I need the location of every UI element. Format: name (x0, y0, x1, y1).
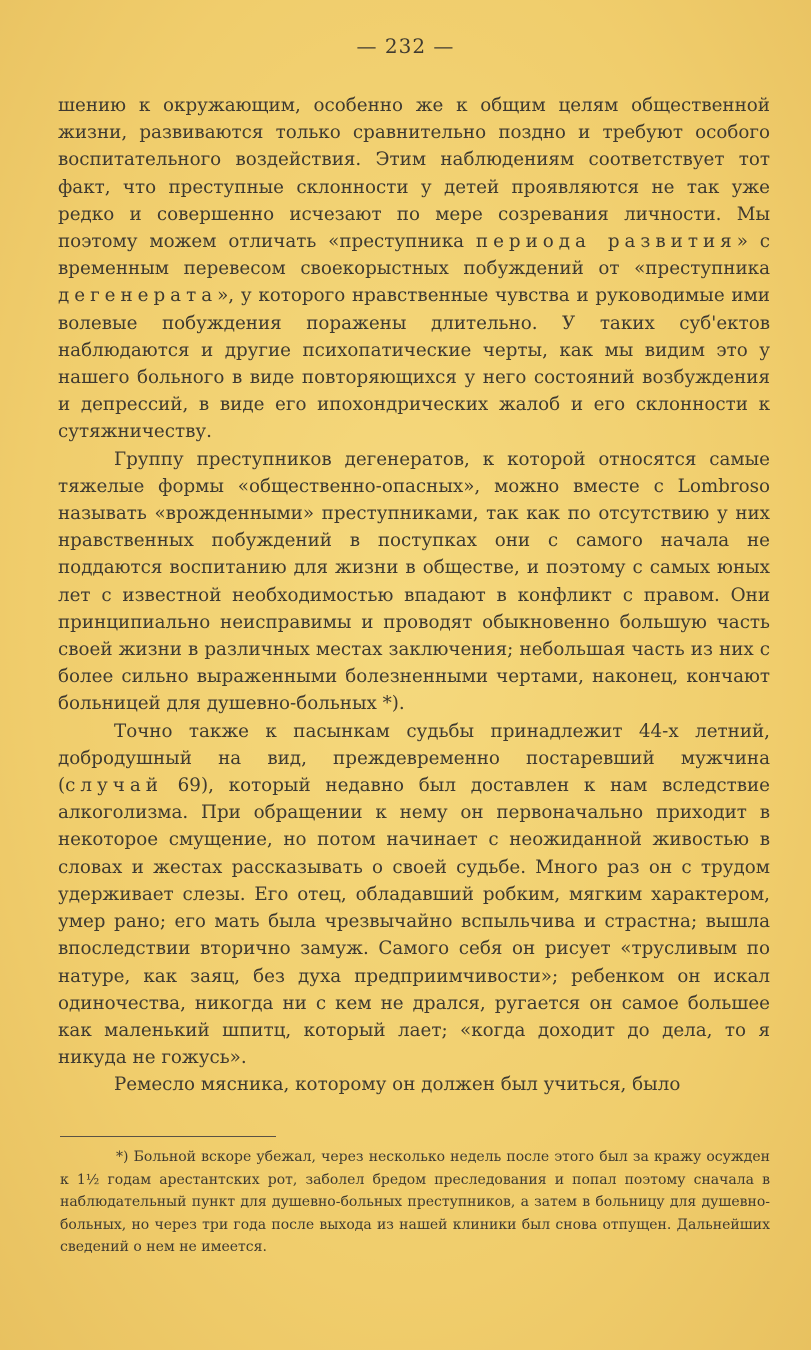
text-segment: Ремесло мясника, которому он должен был учиться, было (114, 1074, 681, 1096)
paragraph (58, 92, 770, 446)
footnote: *) Больной вскоре убежал, через несколько недель после этого был за кражу осужден к 1½ годам арестантских рот, заболел бредом преследования и попал поэтому сначала в наблюдательный пункт для душевно-больных преступников, а затем в больницу для душевно-больных, но через три года после выхода из нашей клиники был снова отпущен. Дальнейших сведений о нем не имеется. (60, 1149, 770, 1255)
text-segment: шению к окружающим, особенно же к общим целям общественной жизни, развиваются только сравнительно поздно и требуют особого воспитательного воздействия. Этим наблюдениям соответствует тот факт, что преступные склонности у детей проявляются не так уже редко и совершенно исчезают по мере созревания личности. Мы поэтому можем отличать «преступника (58, 95, 770, 253)
paragraph (58, 718, 770, 1072)
text-segment: 69), который недавно был доставлен к нам вследствие алкоголизма. При обращении к нему он первоначально приходит в некоторое смущение, но потом начинает с неожиданной живостью в словах и жестах рассказывать о своей судьбе. Много раз он с трудом удерживает слезы. Его отец, обладавший робким, мягким характером, умер рано; его мать была чрезвычайно вспыльчива и страстна; вышла впоследствии вторично замуж. Самого себя он рисует «трусливым по натуре, как заяц, без духа предприимчивости»; ребенком он искал одиночества, никогда ни с кем не дрался, ругается он самое большее как маленький шпитц, который лает; «когда доходит до дела, то я никуда не гожусь». (58, 775, 770, 1069)
spaced-text: периода развития (475, 231, 737, 253)
page-number: — 232 — (356, 34, 455, 58)
paragraph (58, 1071, 770, 1098)
text-segment: », у которого нравственные чувства и руководимые ими волевые побуждения поражены длительно. У таких суб'ектов наблюдаются и другие психопатические черты, как мы видим это у нашего больного в виде повторяющихся у него состояний возбуждения и депрессий, в виде его ипохондрических жалоб и его склонности к сутяжничеству. (58, 285, 770, 443)
footnote-divider (60, 1136, 276, 1137)
paragraph (58, 446, 770, 718)
text-segment: Группу преступников дегенератов, к которой относятся самые тяжелые формы «общественно-опасных», можно вместе с Lombroso называть «врожденными» преступниками, так как по отсутствию у них нравственных побуждений в поступках они с самого начала не поддаются воспитанию для жизни в обществе, и поэтому с самых юных лет с известной необходимостью впадают в конфликт с правом. Они принципиально неисправимы и проводят обыкновенно большую часть своей жизни в различных местах заключения; небольшая часть из них с более сильно выраженными болезненными чертами, наконец, кончают больницей для душевно-больных *). (58, 448, 770, 715)
main-text (58, 92, 770, 1099)
spaced-text: случай (65, 775, 163, 797)
spaced-text: дегенерата (58, 285, 218, 307)
text-segment: » с временным перевесом своекорыстных побуждений от «преступника (58, 231, 770, 280)
text-segment: Точно также к пасынкам судьбы принадлежит 44-х летний, добродушный на вид, преждевременно постаревший мужчина ( (58, 720, 770, 797)
